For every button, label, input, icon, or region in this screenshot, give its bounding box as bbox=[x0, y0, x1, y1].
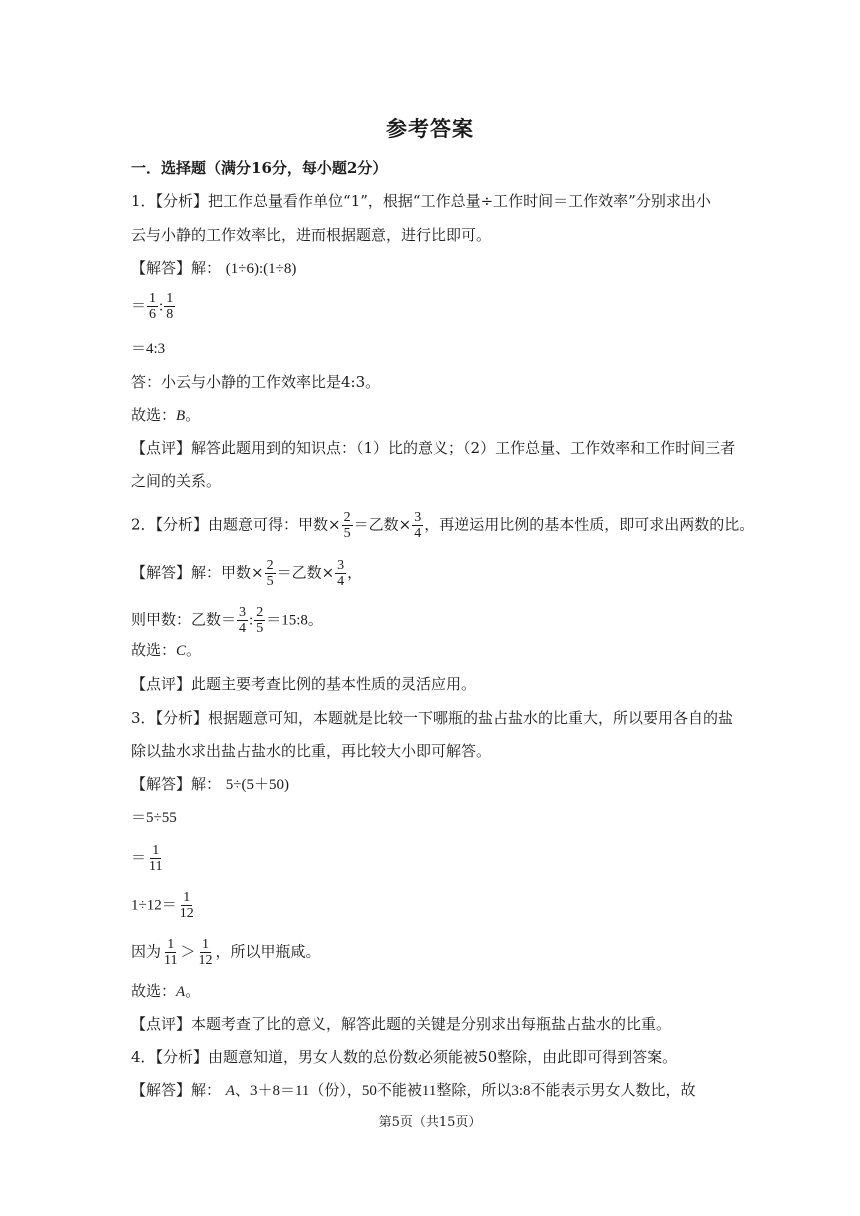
fraction-3-4 bbox=[237, 605, 248, 636]
equals-sign: ＝ bbox=[131, 850, 147, 867]
q3-analysis-line1: 3．【分析】根据题意可知，本题就是比较一下哪瓶的盐占盐水的比重大，所以要用各自的盐 bbox=[131, 709, 734, 727]
choice-label: 故选： bbox=[131, 982, 177, 1000]
fraction-denominator: 12 bbox=[198, 953, 213, 968]
q2-analysis-suffix: ，再逆运用比例的基本性质，即可求出两数的比。 bbox=[424, 515, 755, 534]
q2-choice bbox=[131, 640, 731, 661]
fraction-denominator: 11 bbox=[149, 859, 163, 874]
fraction-denominator: 4 bbox=[337, 574, 345, 589]
choice-letter: A bbox=[176, 984, 186, 1000]
q4-solve-text: 、3＋8＝11（份），50不能被11整除，所以3:8不能表示男女人数比，故 bbox=[234, 1083, 696, 1099]
fraction-denominator: 12 bbox=[179, 906, 194, 921]
fraction-denominator: 5 bbox=[266, 574, 274, 589]
q1-comment-line2: 之间的关系。 bbox=[131, 472, 222, 490]
fraction-1-12 bbox=[178, 890, 196, 921]
q2-solve-mid: ＝乙数× bbox=[276, 563, 335, 582]
q4-solve-label: 【解答】解： bbox=[131, 1081, 222, 1099]
q4-solution bbox=[131, 1080, 731, 1101]
fraction-numerator: 1 bbox=[166, 291, 174, 306]
fraction-denominator: 5 bbox=[343, 526, 351, 541]
equals-sign: ＝ bbox=[131, 298, 147, 315]
fraction-numerator: 1 bbox=[167, 937, 175, 952]
section-heading: 一．选择题（满分16分，每小题2分） bbox=[131, 159, 388, 177]
q1-step2 bbox=[131, 291, 731, 322]
q4-analysis: 4．【分析】由题意知道，男女人数的总份数必须能被50整除，由此即可得到答案。 bbox=[131, 1048, 678, 1066]
fraction-denominator: 5 bbox=[256, 621, 264, 636]
q3-conclusion: ，所以甲瓶咸。 bbox=[215, 942, 321, 961]
choice-suffix: 。 bbox=[185, 406, 201, 424]
choice-letter: A bbox=[225, 1083, 235, 1099]
q3-choice bbox=[131, 981, 731, 1002]
q2-ratio bbox=[131, 605, 731, 636]
choice-suffix: 。 bbox=[185, 982, 201, 1000]
fraction-1-12 bbox=[197, 937, 215, 968]
fraction-numerator: 2 bbox=[256, 605, 264, 620]
q3-solve-label: 【解答】解： bbox=[131, 775, 222, 793]
page-title: 参考答案 bbox=[386, 116, 474, 141]
fraction-1-8 bbox=[164, 291, 175, 322]
fraction-2-5 bbox=[342, 510, 353, 541]
q2-analysis-prefix: 2．【分析】由题意可得：甲数× bbox=[131, 515, 341, 534]
q3-step2: ＝5÷55 bbox=[131, 810, 177, 826]
choice-suffix: 。 bbox=[186, 641, 202, 659]
q2-solve-prefix: 【解答】解：甲数× bbox=[131, 563, 264, 582]
q1-step1: (1÷6):(1÷8) bbox=[225, 261, 297, 277]
q1-answer: 答：小云与小静的工作效率比是4:3。 bbox=[131, 373, 381, 391]
q1-analysis-line1: 1．【分析】把工作总量看作单位“1”，根据“工作总量÷工作时间＝工作效率”分别求出小 bbox=[131, 192, 711, 210]
q3-comparison bbox=[131, 937, 731, 968]
choice-letter: C bbox=[176, 643, 187, 659]
fraction-numerator: 2 bbox=[343, 510, 351, 525]
q1-solve-label: 【解答】解： bbox=[131, 259, 222, 277]
fraction-numerator: 1 bbox=[183, 890, 191, 905]
fraction-denominator: 6 bbox=[149, 307, 157, 322]
fraction-denominator: 11 bbox=[164, 953, 178, 968]
fraction-numerator: 3 bbox=[337, 558, 345, 573]
page-footer: 第5页（共15页） bbox=[378, 1115, 482, 1130]
fraction-numerator: 3 bbox=[414, 510, 422, 525]
q3-step3 bbox=[131, 843, 731, 874]
q3-analysis-line2: 除以盐水求出盐占盐水的比重，再比较大小即可解答。 bbox=[131, 742, 492, 760]
fraction-2-5 bbox=[265, 558, 276, 589]
q1-comment-line1: 【点评】解答此题用到的知识点：（1）比的意义；（2）工作总量、工作效率和工作时间三者 bbox=[131, 439, 736, 457]
q1-analysis-line2: 云与小静的工作效率比，进而根据题意，进行比即可。 bbox=[131, 226, 492, 244]
choice-label: 故选： bbox=[131, 406, 177, 424]
fraction-1-6 bbox=[147, 291, 158, 322]
choice-label: 故选： bbox=[131, 641, 177, 659]
choice-letter: B bbox=[176, 408, 186, 424]
greater-than-sign: ＞ bbox=[180, 944, 196, 961]
q2-analysis-mid: ＝乙数× bbox=[353, 515, 412, 534]
fraction-3-4 bbox=[335, 558, 346, 589]
fraction-3-4 bbox=[412, 510, 423, 541]
q2-solution bbox=[131, 558, 731, 589]
fraction-2-5 bbox=[254, 605, 265, 636]
q3-step4 bbox=[131, 890, 731, 921]
q3-step1: 5÷(5＋50) bbox=[225, 777, 290, 793]
q3-because: 因为 bbox=[131, 942, 162, 961]
fraction-numerator: 1 bbox=[149, 291, 157, 306]
q1-step3: ＝4:3 bbox=[131, 341, 166, 357]
q2-comment: 【点评】此题主要考查比例的基本性质的灵活应用。 bbox=[131, 675, 477, 693]
fraction-numerator: 2 bbox=[266, 558, 274, 573]
fraction-denominator: 4 bbox=[239, 621, 247, 636]
fraction-denominator: 8 bbox=[166, 307, 174, 322]
q3-solution-line bbox=[131, 774, 731, 795]
q2-ratio-prefix: 则甲数：乙数＝ bbox=[131, 610, 237, 629]
colon: : bbox=[249, 612, 254, 629]
colon: : bbox=[159, 298, 164, 315]
fraction-numerator: 1 bbox=[202, 937, 210, 952]
fraction-1-11 bbox=[162, 937, 179, 968]
fraction-1-11 bbox=[147, 843, 164, 874]
q2-ratio-result: ＝15:8。 bbox=[266, 612, 323, 629]
q1-choice bbox=[131, 405, 731, 426]
fraction-numerator: 1 bbox=[152, 843, 160, 858]
fraction-numerator: 3 bbox=[239, 605, 247, 620]
q3-comment: 【点评】本题考查了比的意义，解答此题的关键是分别求出每瓶盐占盐水的比重。 bbox=[131, 1015, 672, 1033]
q2-analysis bbox=[131, 510, 755, 541]
q1-solution-line bbox=[131, 258, 731, 279]
q3-step4-prefix: 1÷12＝ bbox=[131, 897, 177, 914]
q2-solve-suffix: ， bbox=[347, 563, 363, 582]
fraction-denominator: 4 bbox=[414, 526, 422, 541]
